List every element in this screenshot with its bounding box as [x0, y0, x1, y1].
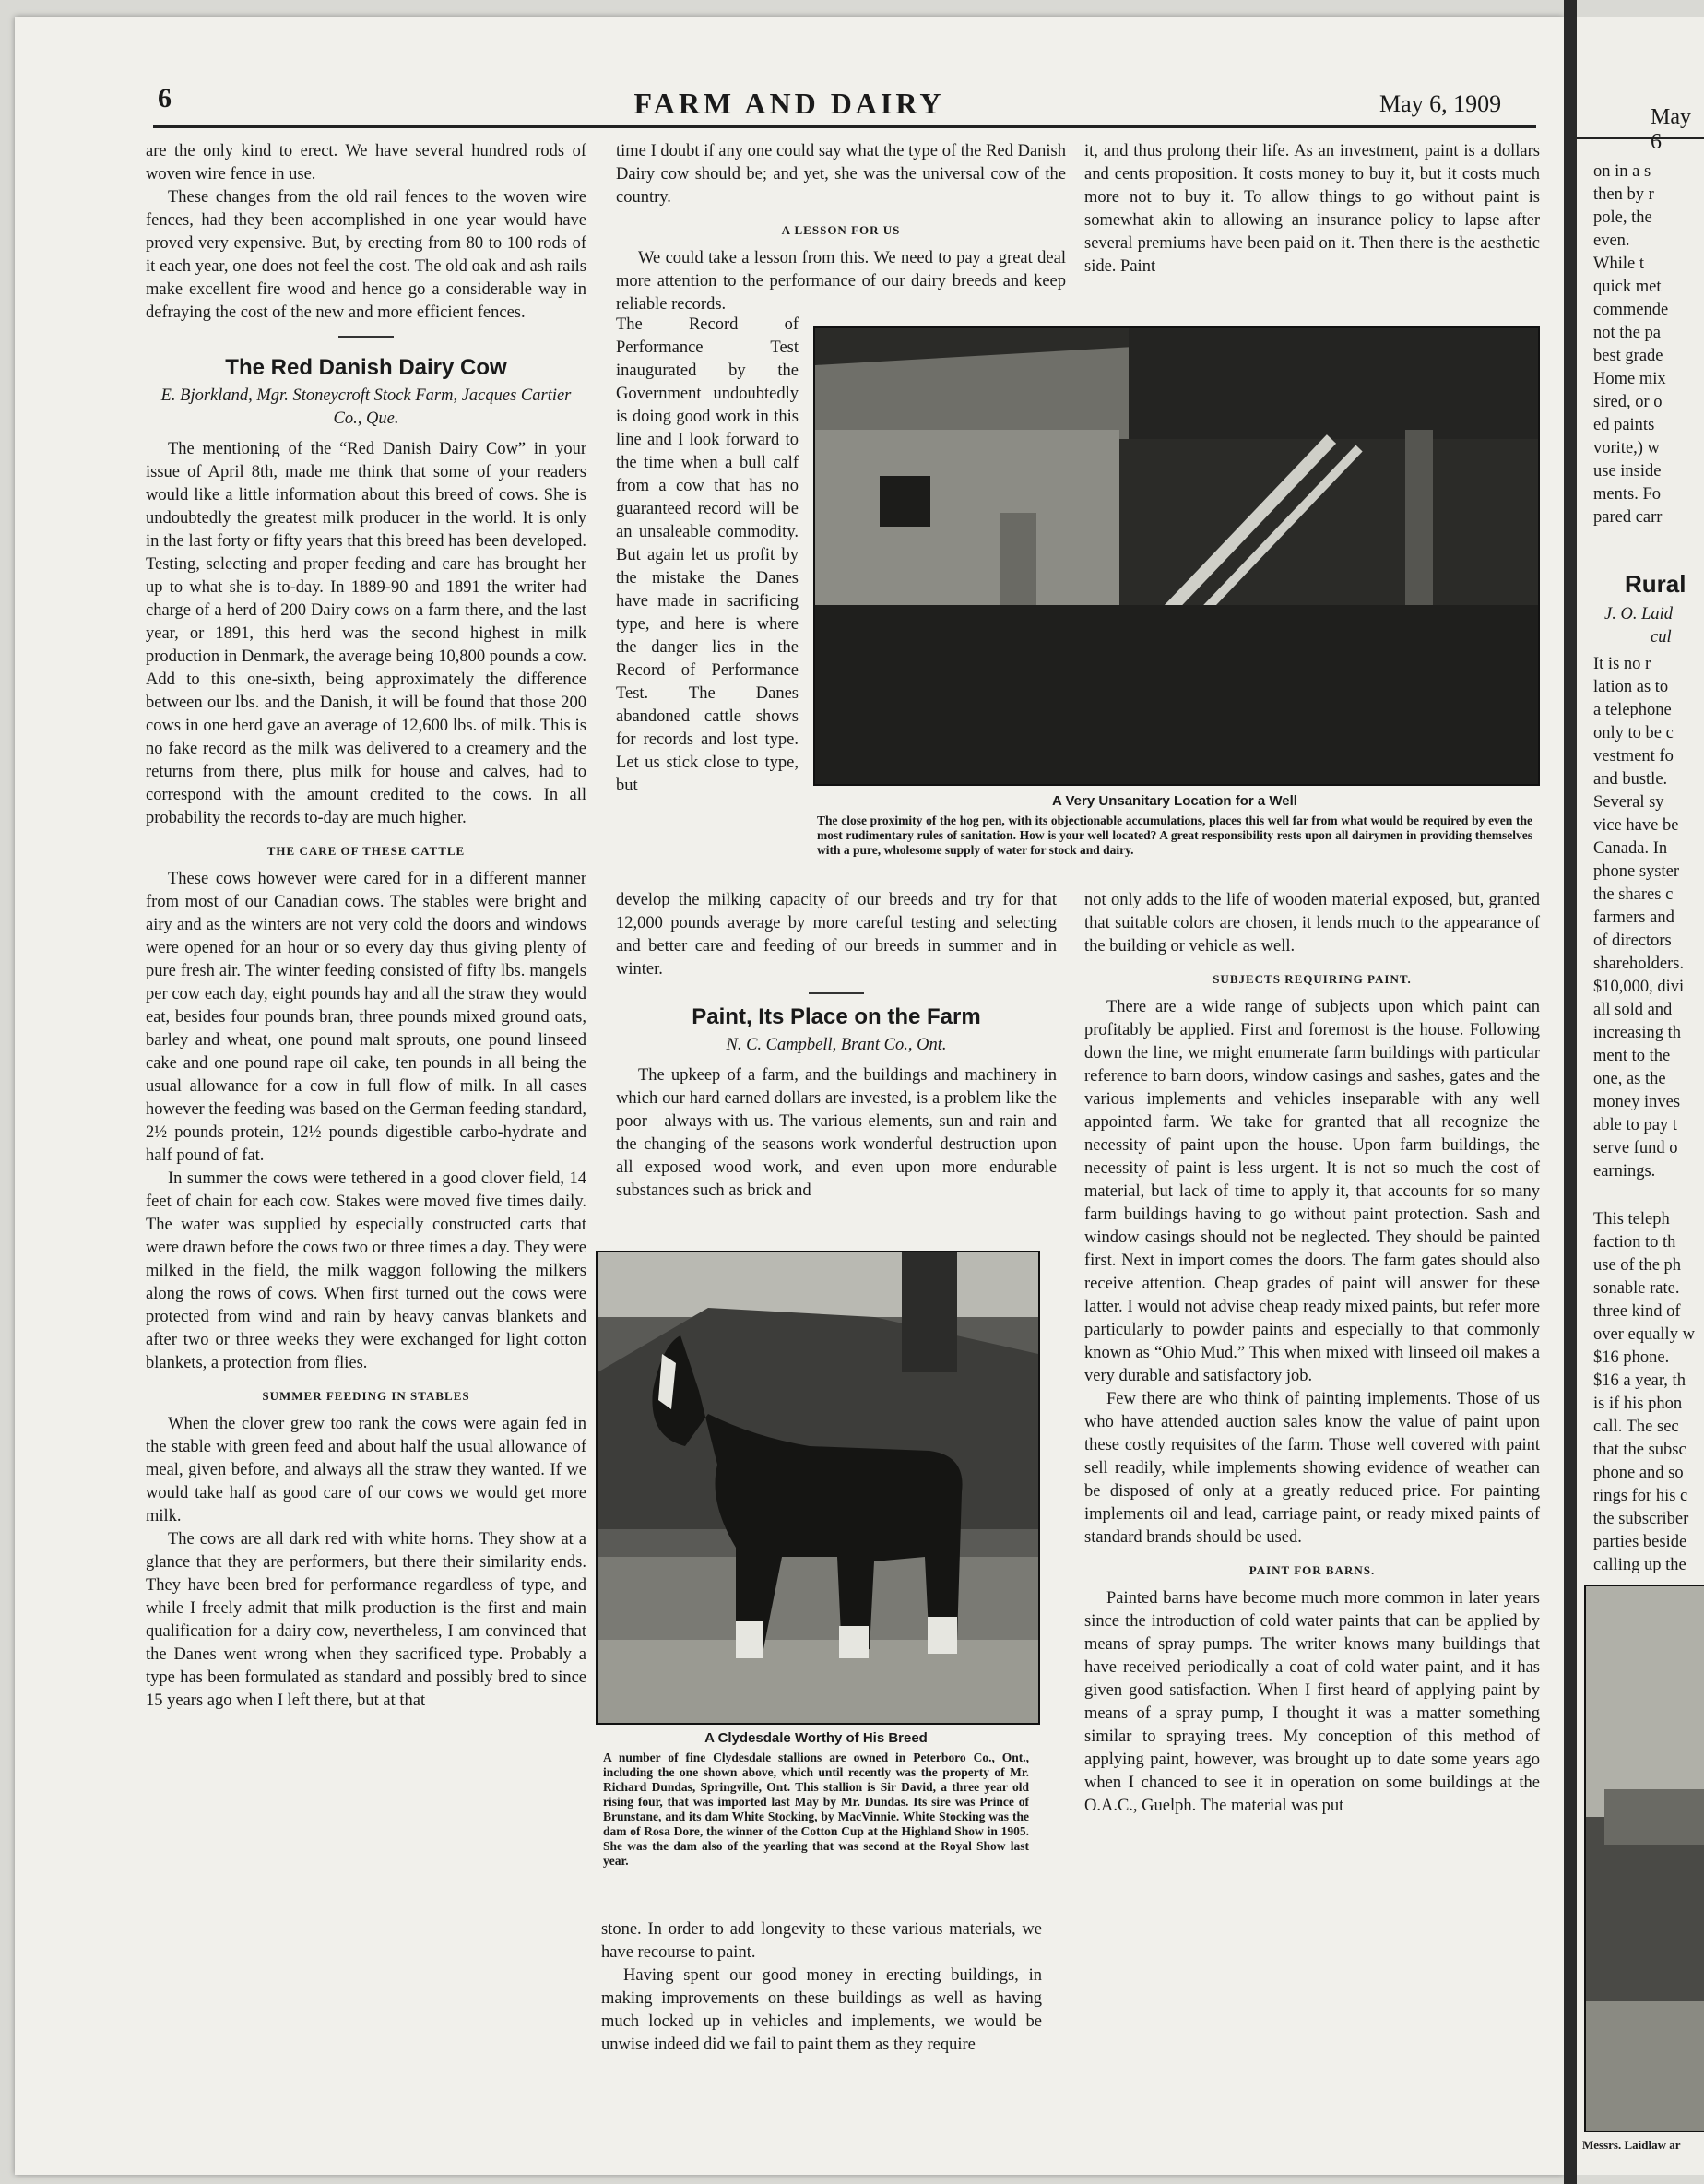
facing-text-block-3: This teleph faction to th use of the ph sonable rate. three kind of over equally w $16 phone. $16 a year, th is if his phon call. The sec that the subsc phone and so rings for his c the subscriber parties beside calling up the	[1593, 1210, 1695, 1574]
subheading: THE CARE OF THESE CATTLE	[266, 844, 466, 858]
clydesdale-photo-image	[598, 1252, 1038, 1723]
subheading: SUMMER FEEDING IN STABLES	[262, 1389, 470, 1403]
paragraph: Painted barns have become much more common in later years since the introduction of cold water paints that can be applied by means of spray pumps. The writer knows many buildings that have received periodically a coat of cold water paint, and it has given good satisfaction. When I first heard of applying paint by means of a spray pump, I thought it was a matter something similar to spraying trees. My conception of this method of applying paint, however, was brought up to date some years ago when I chanced to see it in operation on some buildings at the O.A.C., Guelph. The material was put	[1084, 1589, 1540, 1815]
issue-date: May 6, 1909	[1379, 90, 1502, 117]
binding-gutter	[1564, 0, 1577, 2184]
facing-page-fragment	[1577, 17, 1704, 2175]
well-caption-text: The close proximity of the hog pen, with its objectionable accumulations, places this well far from what would be required by even the most rudimentary rules of sanitation. How is your well located? A great responsibility rests upon all dairymen in providing themselves with a pure, wholesome supply of water for stock and dairy.	[817, 813, 1532, 857]
laidlaw-photo-image	[1586, 1586, 1704, 2131]
paragraph: develop the milking capacity of our breeds and try for that 12,000 pounds average by more careful testing and selecting and better care and feeding of our breeds in summer and in winter.	[616, 891, 1057, 979]
article-title-red-danish: The Red Danish Dairy Cow	[225, 355, 507, 380]
section-rule	[809, 992, 864, 994]
paragraph: it, and thus prolong their life. As an investment, paint is a dollars and cents proposition. It costs money to buy it, but it costs much more not to buy it. To allow things to go without paint is somewhat akin to allowing an insurance policy to lapse after several premiums have been paid on it. Then there is the aesthetic side. Paint	[1084, 142, 1540, 276]
well-photo-image	[815, 328, 1538, 784]
column-3-lower	[1084, 889, 1540, 1818]
column-2-top	[616, 140, 1066, 316]
paragraph: The Record of Performance Test inaugurated by the Government undoubtedly is doing good work in this line and I look forward to the time when a bull calf from a cow that has no guaranteed record will be an unsaleable commodity. But again let us profit by the mistake the Danes have made in sacrificing type, and here is where the danger lies in the Record of Performance Test. The Danes abandoned cattle shows for records and lost type. Let us stick close to type, but	[616, 315, 799, 795]
paragraph: The mentioning of the “Red Danish Dairy Cow” in your issue of April 8th, made me think that some of your readers would like a little information about this breed of cows. She is undoubtedly the greatest milk producer in the world. It is only in the last forty or fifty years that this breed has been developed. Testing, selecting and proper feeding and care has brought her up to what she is to-day. In 1889-90 and 1891 the writer had charge of a herd of 200 Dairy cows on a farm there, and the last year, or 1891, this herd was the second highest in milk production in Denmark, the average being 10,800 pounds a cow. Add to this one-sixth, being approximately the difference between our lbs. and the Danish, it will be found that those 200 cows in one herd gave an average of 12,600 lbs. of milk. This is no fake record as the milk was delivered to a creamery and the returns from there, plus milk for house and calves, had to correspond with the amount credited to the cows. In all probability the records to-day are much higher.	[146, 440, 586, 827]
subheading: A LESSON FOR US	[781, 223, 901, 237]
newspaper-page	[15, 17, 1564, 2175]
paragraph: stone. In order to add longevity to these various materials, we have recourse to paint.	[601, 1920, 1042, 1962]
section-rule	[338, 336, 394, 338]
clydesdale-caption-text: A number of fine Clydesdale stallions are owned in Peterboro Co., Ont., including the one shown above, which until recently was the property of Mr. Richard Dundas, Springville, Ont. This stallion is Sir David, a three year old rising four, that was imported last May by Mr. Dundas. Its sire was Prince of Brunstane, and its dam White Stocking, by MacVinnie. White Stocking was the dam of Rosa Dore, the winner of the Cotton Cup at the Highland Show in 1905. She was the dam also of the yearling that was second at the Royal Show last year.	[603, 1751, 1029, 1868]
facing-byline: J. O. Laid cul	[1604, 605, 1673, 647]
laidlaw-photo	[1584, 1585, 1704, 2132]
facing-article-heading: Rural	[1625, 570, 1686, 598]
column-1	[146, 140, 586, 1713]
paragraph: time I doubt if any one could say what the type of the Red Danish Dairy cow should be; and yet, she was the universal cow of the country.	[616, 142, 1066, 207]
facing-page-date: May 6	[1651, 105, 1691, 154]
paragraph: We could take a lesson from this. We need to pay a great deal more attention to the performance of our dairy breeds and keep reliable records.	[616, 249, 1066, 314]
byline: E. Bjorkland, Mgr. Stoneycroft Stock Farm, Jacques Cartier Co., Que.	[160, 386, 572, 428]
paragraph: Few there are who think of painting implements. Those of us who have attended auction sales know the value of paint upon these costly requisites of the farm. Those well covered with paint sell readily, while implements showing evidence of weather can be disposed of only at a greatly reduced price. For painting implements oil and lead, carriage paint, or ready mixed paints of standard brands should be used.	[1084, 1390, 1540, 1547]
facing-header-rule	[1577, 136, 1704, 139]
paragraph: In summer the cows were tethered in a good clover field, 14 feet of chain for each cow. Stakes were moved five times daily. The water was supplied by especially constructed carts that were drawn before the cows two or three times a day. They were milked in the field, the milk waggon following the milkers along the rows of cows. When first turned out the cows were protected from wind and rain by heavy canvas blankets and after two or three weeks they were exchanged for light cotton blankets, a protection from flies.	[146, 1169, 586, 1372]
facing-text-block-1: on in a s then by r pole, the even. While t quick met commende not the pa best grade Home mix sired, or o ed paints vorite,) w use inside ments. Fo pared carr	[1593, 162, 1669, 527]
paragraph: When the clover grew too rank the cows were again fed in the stable with green feed and about half the usual allowance of meal, given before, and always all the straw they wanted. If we would take half as good care of our cows we would get more milk.	[146, 1415, 586, 1525]
column-3-top	[1084, 140, 1540, 279]
page-number: 6	[158, 83, 172, 113]
column-2-lower	[616, 889, 1057, 1203]
well-caption-title: A Very Unsanitary Location for a Well	[1052, 793, 1297, 809]
well-photo	[813, 326, 1540, 786]
paragraph: These changes from the old rail fences to the woven wire fences, had they been accomplished in one year would have proved very expensive. But, by erecting from 80 to 100 rods of it each year, one does not feel the cost. The old oak and ash rails make excellent fire wood and hence go a considerable way in defraying the cost of the new and more efficient fences.	[146, 188, 586, 322]
paragraph: not only adds to the life of wooden material exposed, but, granted that suitable colors are chosen, it lends much to the appearance of the building or vehicle as well.	[1084, 891, 1540, 956]
paragraph: Having spent our good money in erecting buildings, in making improvements on these buildings as well as having much locked up in vehicles and implements, we would be unwise indeed did we fail to paint them as they require	[601, 1966, 1042, 2054]
clydesdale-caption-title: A Clydesdale Worthy of His Breed	[704, 1730, 928, 1746]
column-2-bottom	[601, 1918, 1042, 2057]
paragraph: are the only kind to erect. We have several hundred rods of woven wire fence in use.	[146, 142, 586, 184]
facing-text-block-2: It is no r lation as to a telephone only to be c vestment fo and bustle. Several sy vice have be Canada. In phone syster the shares c farmers and of directors shareholders. $10,000, divi all sold and increasing th ment to the one, as the money inves able to pay t serve fund o earnings.	[1593, 655, 1685, 1181]
paragraph: These cows however were cared for in a different manner from most of our Canadian cows. The stables were bright and airy and as the winters are not very cold the doors and windows were opened for an hour or so every day thus giving plenty of pure fresh air. The winter feeding consisted of fifty lbs. mangels per cow each day, eight pounds hay and all the straw they would eat, besides four pounds bran, three pounds mixed ground oats, barley and wheat, one pound malt sprouts, one pound linseed cake and one pound rape oil cake, ten pounds in all being the usual allowance for a cow in full flow of milk. In all cases however the feeding was based on the German feeding standard, 2½ pounds protein, 12½ pounds digestible carbo-hydrate and half pound of fat.	[146, 870, 586, 1165]
paragraph: There are a wide range of subjects upon which paint can profitably be applied. First and foremost is the house. Following down the line, we might enumerate farm buildings with particular reference to barn doors, window casings and sashes, gates and the various implements and vehicles inseparable with any well appointed farm. We take for granted that all recognize the necessity of paint upon the house. Upon farm buildings, the necessity of paint is less urgent. It is not so much the cost of material, but lack of time to apply it, that accounts for so many farm buildings having to go without paint protection. Sash and window casings should not be neglected. They should be painted first. Next in import comes the doors. The farm gates should also receive attention. Cheap grades of paint will answer for these latter. I would not advise cheap ready mixed paints, but refer more particularly to powder paints and especially to that commonly known as “Ohio Mud.” This when mixed with linseed oil makes a very durable and satisfactory job.	[1084, 998, 1540, 1385]
header-rule	[153, 125, 1536, 128]
article-title-paint: Paint, Its Place on the Farm	[692, 1004, 981, 1029]
subheading: PAINT FOR BARNS.	[1248, 1563, 1376, 1577]
byline: N. C. Campbell, Brant Co., Ont.	[726, 1036, 947, 1054]
clydesdale-photo	[596, 1251, 1040, 1725]
subheading: SUBJECTS REQUIRING PAINT.	[1213, 972, 1412, 986]
paragraph: The upkeep of a farm, and the buildings and machinery in which our hard earned dollars are invested, is a problem like the poor—always with us. The various elements, sun and rain and the changing of the seasons work wonderful destruction upon all exposed wood work, and even upon more endurable substances such as brick and	[616, 1066, 1057, 1200]
laidlaw-caption: Messrs. Laidlaw ar	[1582, 2138, 1681, 2152]
masthead-title: FARM AND DAIRY	[633, 87, 945, 120]
paragraph: The cows are all dark red with white horns. They show at a glance that they are performers, but there their similarity ends. They have been bred for performance regardless of type, and while I freely admit that milk production is the first and main qualification for a dairy cow, nevertheless, I am convinced that the Danes went wrong when they sacrificed type. Probably a type has been formulated as standard and possibly bred to since 15 years ago when I left there, but at that	[146, 1530, 586, 1710]
column-2-narrow	[616, 314, 799, 798]
